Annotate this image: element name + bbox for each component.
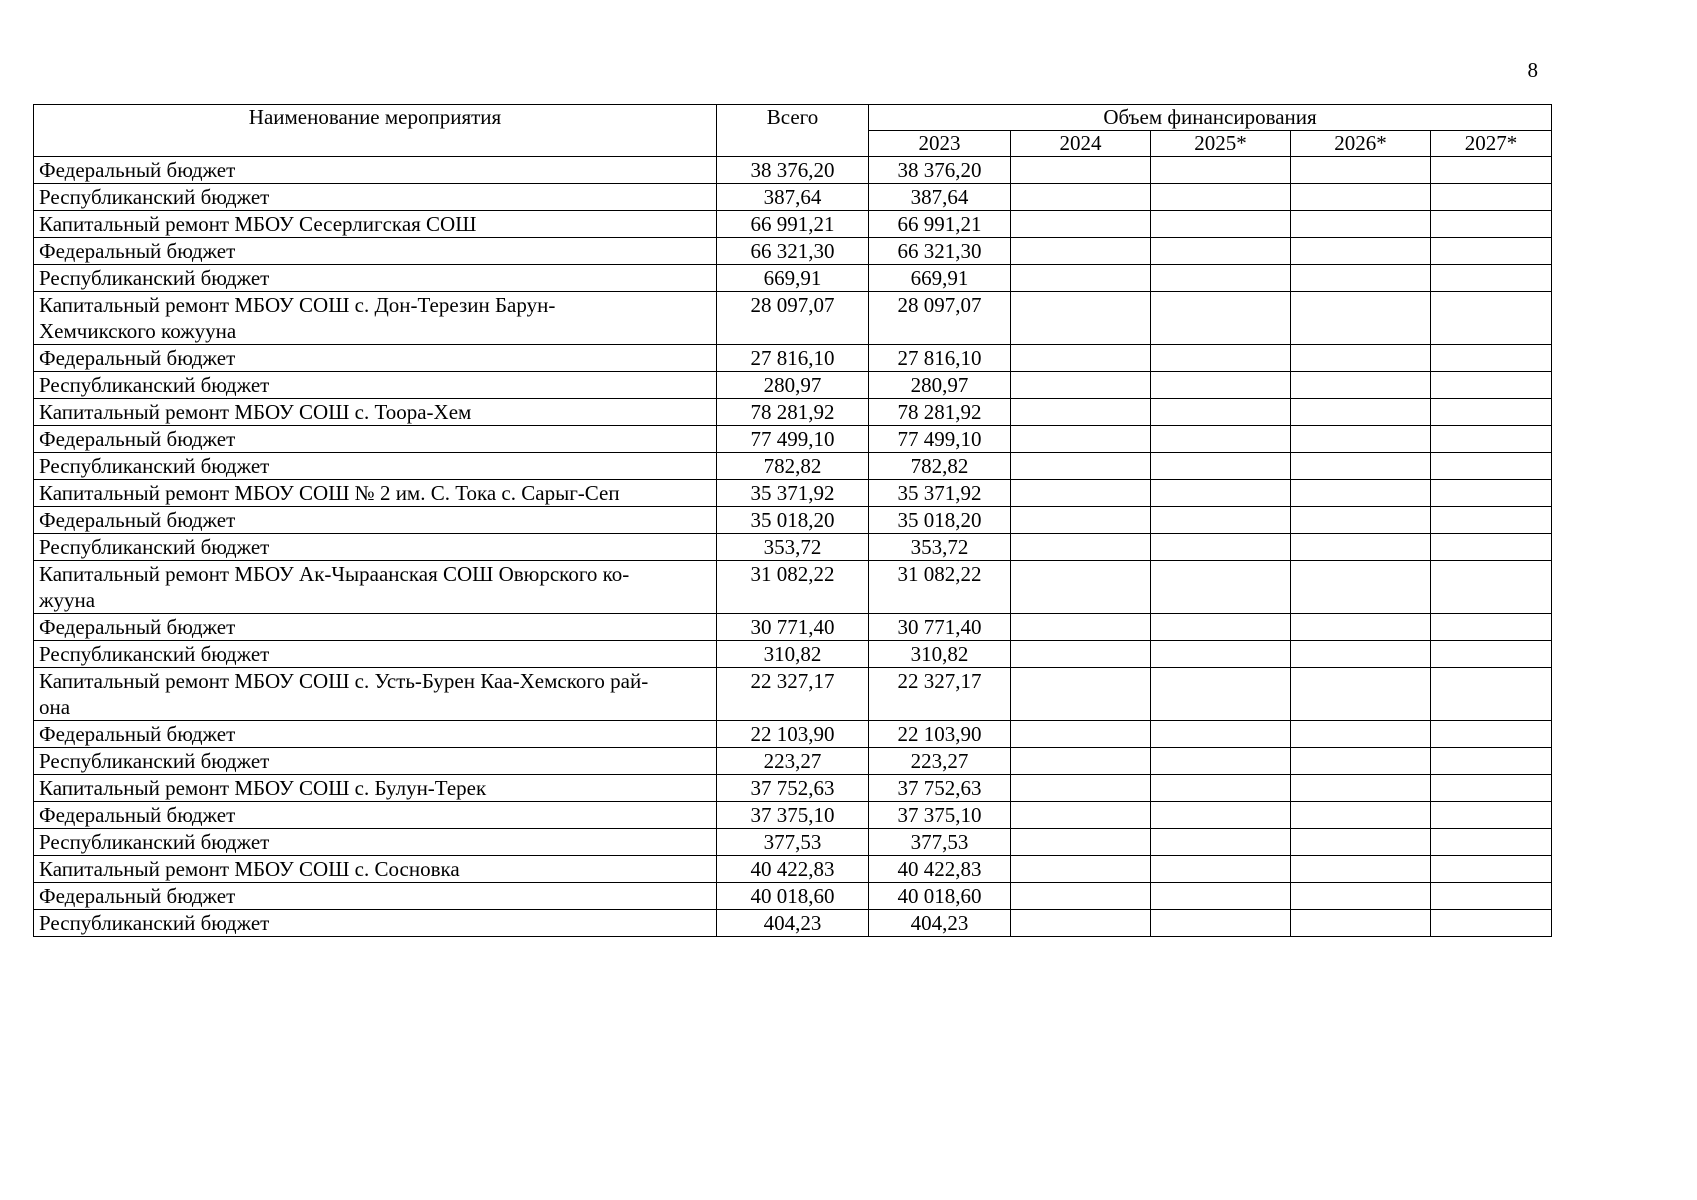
row-total: 40 018,60 bbox=[717, 883, 869, 910]
row-total: 28 097,07 bbox=[717, 292, 869, 345]
row-name-cell bbox=[34, 426, 717, 453]
row-value-2023: 30 771,40 bbox=[869, 614, 1011, 641]
row-total: 387,64 bbox=[717, 184, 869, 211]
table-row bbox=[34, 721, 1552, 748]
row-total: 66 321,30 bbox=[717, 238, 869, 265]
row-value-2023: 31 082,22 bbox=[869, 561, 1011, 614]
row-total: 27 816,10 bbox=[717, 345, 869, 372]
row-name-cell bbox=[34, 802, 717, 829]
row-total: 38 376,20 bbox=[717, 157, 869, 184]
table-row bbox=[34, 829, 1552, 856]
table-row bbox=[34, 775, 1552, 802]
row-value-2023: 387,64 bbox=[869, 184, 1011, 211]
row-value-2024 bbox=[1011, 399, 1151, 426]
row-value-2023: 28 097,07 bbox=[869, 292, 1011, 345]
row-value-2027 bbox=[1431, 507, 1552, 534]
row-name: Капитальный ремонт МБОУ СОШ с. Булун-Терек bbox=[39, 776, 487, 800]
row-value-2024 bbox=[1011, 561, 1151, 614]
row-value-2025 bbox=[1151, 507, 1291, 534]
row-value-2023: 404,23 bbox=[869, 910, 1011, 937]
row-value-2024 bbox=[1011, 775, 1151, 802]
row-value-2025 bbox=[1151, 184, 1291, 211]
row-name: Республиканский бюджет bbox=[39, 830, 270, 854]
table-row bbox=[34, 802, 1552, 829]
table-row bbox=[34, 372, 1552, 399]
row-value-2027 bbox=[1431, 614, 1552, 641]
row-value-2023: 353,72 bbox=[869, 534, 1011, 561]
row-total: 669,91 bbox=[717, 265, 869, 292]
row-value-2023: 22 103,90 bbox=[869, 721, 1011, 748]
row-name-cell bbox=[34, 614, 717, 641]
row-name: Республиканский бюджет bbox=[39, 185, 270, 209]
row-value-2025 bbox=[1151, 211, 1291, 238]
table-row bbox=[34, 426, 1552, 453]
row-value-2027 bbox=[1431, 372, 1552, 399]
table-row bbox=[34, 561, 1552, 614]
row-value-2025 bbox=[1151, 802, 1291, 829]
row-value-2025 bbox=[1151, 721, 1291, 748]
header-year-2024: 2024 bbox=[1011, 131, 1151, 157]
row-name-cell bbox=[34, 561, 717, 614]
row-value-2023: 77 499,10 bbox=[869, 426, 1011, 453]
row-name-cell bbox=[34, 265, 717, 292]
row-name-cell bbox=[34, 668, 717, 721]
row-value-2024 bbox=[1011, 265, 1151, 292]
table-row bbox=[34, 614, 1552, 641]
row-total: 377,53 bbox=[717, 829, 869, 856]
row-value-2025 bbox=[1151, 265, 1291, 292]
row-value-2023: 66 991,21 bbox=[869, 211, 1011, 238]
row-value-2023: 27 816,10 bbox=[869, 345, 1011, 372]
row-value-2027 bbox=[1431, 641, 1552, 668]
row-value-2027 bbox=[1431, 480, 1552, 507]
row-value-2023: 310,82 bbox=[869, 641, 1011, 668]
row-value-2025 bbox=[1151, 910, 1291, 937]
row-total: 22 103,90 bbox=[717, 721, 869, 748]
row-value-2023: 40 422,83 bbox=[869, 856, 1011, 883]
row-value-2027 bbox=[1431, 345, 1552, 372]
row-name: Федеральный бюджет bbox=[39, 615, 236, 639]
row-value-2024 bbox=[1011, 426, 1151, 453]
row-value-2026 bbox=[1291, 829, 1431, 856]
row-value-2024 bbox=[1011, 453, 1151, 480]
row-value-2025 bbox=[1151, 480, 1291, 507]
row-value-2025 bbox=[1151, 883, 1291, 910]
header-year-2025: 2025* bbox=[1151, 131, 1291, 157]
row-name: Капитальный ремонт МБОУ Сесерлигская СОШ bbox=[39, 212, 477, 236]
row-name: Федеральный бюджет bbox=[39, 884, 236, 908]
row-value-2023: 782,82 bbox=[869, 453, 1011, 480]
row-value-2024 bbox=[1011, 721, 1151, 748]
row-value-2025 bbox=[1151, 829, 1291, 856]
row-value-2027 bbox=[1431, 211, 1552, 238]
row-value-2026 bbox=[1291, 883, 1431, 910]
funding-table bbox=[33, 104, 1552, 937]
row-value-2026 bbox=[1291, 561, 1431, 614]
row-total: 40 422,83 bbox=[717, 856, 869, 883]
row-value-2026 bbox=[1291, 265, 1431, 292]
row-name-cell bbox=[34, 345, 717, 372]
row-value-2026 bbox=[1291, 372, 1431, 399]
row-value-2026 bbox=[1291, 480, 1431, 507]
row-value-2026 bbox=[1291, 426, 1431, 453]
row-name-cell bbox=[34, 507, 717, 534]
row-name-cell bbox=[34, 641, 717, 668]
table-row bbox=[34, 883, 1552, 910]
table-row bbox=[34, 265, 1552, 292]
row-value-2024 bbox=[1011, 534, 1151, 561]
row-value-2026 bbox=[1291, 211, 1431, 238]
row-value-2025 bbox=[1151, 561, 1291, 614]
row-name: Республиканский бюджет bbox=[39, 911, 270, 935]
row-value-2026 bbox=[1291, 157, 1431, 184]
row-total: 782,82 bbox=[717, 453, 869, 480]
table-row bbox=[34, 480, 1552, 507]
row-name: Федеральный бюджет bbox=[39, 346, 236, 370]
row-value-2027 bbox=[1431, 883, 1552, 910]
row-value-2023: 78 281,92 bbox=[869, 399, 1011, 426]
row-total: 37 752,63 bbox=[717, 775, 869, 802]
row-value-2027 bbox=[1431, 721, 1552, 748]
table-row bbox=[34, 534, 1552, 561]
row-value-2027 bbox=[1431, 561, 1552, 614]
row-value-2027 bbox=[1431, 265, 1552, 292]
row-value-2026 bbox=[1291, 721, 1431, 748]
row-value-2025 bbox=[1151, 292, 1291, 345]
row-total: 22 327,17 bbox=[717, 668, 869, 721]
row-name: Республиканский бюджет bbox=[39, 373, 270, 397]
header-funding: Объем финансирования bbox=[869, 105, 1552, 131]
row-value-2025 bbox=[1151, 856, 1291, 883]
row-name: Федеральный бюджет bbox=[39, 803, 236, 827]
row-value-2026 bbox=[1291, 614, 1431, 641]
row-value-2024 bbox=[1011, 372, 1151, 399]
row-name-cell bbox=[34, 238, 717, 265]
row-name: Капитальный ремонт МБОУ СОШ № 2 им. С. Тока с. Сарыг-Сеп bbox=[39, 481, 620, 505]
row-value-2027 bbox=[1431, 802, 1552, 829]
row-name: Федеральный бюджет bbox=[39, 239, 236, 263]
row-total: 353,72 bbox=[717, 534, 869, 561]
row-value-2026 bbox=[1291, 802, 1431, 829]
row-name-continued: жууна bbox=[39, 588, 96, 612]
table-row bbox=[34, 184, 1552, 211]
row-value-2023: 223,27 bbox=[869, 748, 1011, 775]
row-value-2027 bbox=[1431, 668, 1552, 721]
row-name: Республиканский бюджет bbox=[39, 642, 270, 666]
row-value-2024 bbox=[1011, 211, 1151, 238]
table-row bbox=[34, 345, 1552, 372]
row-name-cell bbox=[34, 399, 717, 426]
row-value-2024 bbox=[1011, 883, 1151, 910]
row-name-cell bbox=[34, 829, 717, 856]
row-total: 280,97 bbox=[717, 372, 869, 399]
row-value-2023: 22 327,17 bbox=[869, 668, 1011, 721]
row-value-2026 bbox=[1291, 910, 1431, 937]
row-value-2024 bbox=[1011, 802, 1151, 829]
row-name: Федеральный бюджет bbox=[39, 158, 236, 182]
row-value-2024 bbox=[1011, 480, 1151, 507]
row-value-2025 bbox=[1151, 238, 1291, 265]
row-name: Республиканский бюджет bbox=[39, 454, 270, 478]
table-row bbox=[34, 453, 1552, 480]
row-name: Федеральный бюджет bbox=[39, 722, 236, 746]
row-value-2024 bbox=[1011, 668, 1151, 721]
row-name-cell bbox=[34, 480, 717, 507]
row-value-2025 bbox=[1151, 641, 1291, 668]
row-value-2025 bbox=[1151, 426, 1291, 453]
row-value-2023: 66 321,30 bbox=[869, 238, 1011, 265]
row-value-2024 bbox=[1011, 910, 1151, 937]
row-name-cell bbox=[34, 748, 717, 775]
row-value-2024 bbox=[1011, 829, 1151, 856]
row-total: 35 371,92 bbox=[717, 480, 869, 507]
row-value-2026 bbox=[1291, 184, 1431, 211]
row-value-2027 bbox=[1431, 399, 1552, 426]
row-value-2027 bbox=[1431, 184, 1552, 211]
row-name-cell bbox=[34, 910, 717, 937]
row-total: 77 499,10 bbox=[717, 426, 869, 453]
row-value-2027 bbox=[1431, 292, 1552, 345]
table-row bbox=[34, 856, 1552, 883]
row-value-2024 bbox=[1011, 748, 1151, 775]
row-value-2027 bbox=[1431, 238, 1552, 265]
page-number: 8 bbox=[1527, 58, 1538, 82]
row-name: Республиканский бюджет bbox=[39, 535, 270, 559]
table-row bbox=[34, 910, 1552, 937]
row-value-2023: 40 018,60 bbox=[869, 883, 1011, 910]
row-value-2023: 280,97 bbox=[869, 372, 1011, 399]
row-value-2027 bbox=[1431, 453, 1552, 480]
row-value-2023: 669,91 bbox=[869, 265, 1011, 292]
row-name-cell bbox=[34, 372, 717, 399]
row-value-2023: 37 752,63 bbox=[869, 775, 1011, 802]
table-row bbox=[34, 399, 1552, 426]
row-value-2026 bbox=[1291, 641, 1431, 668]
row-name-continued: Хемчикского кожууна bbox=[39, 319, 237, 343]
row-value-2027 bbox=[1431, 775, 1552, 802]
row-total: 66 991,21 bbox=[717, 211, 869, 238]
table-row bbox=[34, 292, 1552, 345]
row-value-2024 bbox=[1011, 238, 1151, 265]
row-name-cell bbox=[34, 534, 717, 561]
row-name-cell bbox=[34, 211, 717, 238]
row-value-2023: 35 018,20 bbox=[869, 507, 1011, 534]
header-year-2023: 2023 bbox=[869, 131, 1011, 157]
row-value-2027 bbox=[1431, 829, 1552, 856]
row-value-2027 bbox=[1431, 426, 1552, 453]
table-row bbox=[34, 211, 1552, 238]
row-value-2024 bbox=[1011, 292, 1151, 345]
row-total: 404,23 bbox=[717, 910, 869, 937]
row-name: Капитальный ремонт МБОУ СОШ с. Сосновка bbox=[39, 857, 460, 881]
row-name: Капитальный ремонт МБОУ СОШ с. Усть-Бурен Каа-Хемского рай- bbox=[39, 669, 649, 693]
row-name-continued: она bbox=[39, 695, 71, 719]
row-name-cell bbox=[34, 883, 717, 910]
header-year-2027: 2027* bbox=[1431, 131, 1552, 157]
row-name-cell bbox=[34, 721, 717, 748]
row-name-cell bbox=[34, 453, 717, 480]
row-value-2027 bbox=[1431, 910, 1552, 937]
row-value-2026 bbox=[1291, 345, 1431, 372]
row-value-2025 bbox=[1151, 453, 1291, 480]
row-value-2023: 38 376,20 bbox=[869, 157, 1011, 184]
table-row bbox=[34, 668, 1552, 721]
row-value-2025 bbox=[1151, 399, 1291, 426]
row-value-2027 bbox=[1431, 748, 1552, 775]
row-value-2026 bbox=[1291, 399, 1431, 426]
row-name: Республиканский бюджет bbox=[39, 266, 270, 290]
row-total: 31 082,22 bbox=[717, 561, 869, 614]
header-year-2026: 2026* bbox=[1291, 131, 1431, 157]
row-value-2027 bbox=[1431, 157, 1552, 184]
row-name-cell bbox=[34, 157, 717, 184]
row-name: Республиканский бюджет bbox=[39, 749, 270, 773]
row-value-2024 bbox=[1011, 856, 1151, 883]
row-total: 35 018,20 bbox=[717, 507, 869, 534]
row-total: 223,27 bbox=[717, 748, 869, 775]
table-row bbox=[34, 507, 1552, 534]
row-value-2024 bbox=[1011, 507, 1151, 534]
table-row bbox=[34, 641, 1552, 668]
row-value-2026 bbox=[1291, 453, 1431, 480]
row-value-2025 bbox=[1151, 614, 1291, 641]
row-value-2026 bbox=[1291, 748, 1431, 775]
row-value-2023: 37 375,10 bbox=[869, 802, 1011, 829]
row-value-2025 bbox=[1151, 372, 1291, 399]
row-value-2024 bbox=[1011, 641, 1151, 668]
row-value-2025 bbox=[1151, 775, 1291, 802]
row-name-cell bbox=[34, 184, 717, 211]
row-value-2024 bbox=[1011, 184, 1151, 211]
row-value-2024 bbox=[1011, 345, 1151, 372]
table-body bbox=[34, 157, 1552, 937]
table-header bbox=[34, 105, 1552, 157]
row-name-cell bbox=[34, 856, 717, 883]
row-name-cell bbox=[34, 292, 717, 345]
row-value-2026 bbox=[1291, 856, 1431, 883]
header-name: Наименование мероприятия bbox=[34, 105, 717, 157]
row-value-2023: 35 371,92 bbox=[869, 480, 1011, 507]
table-row bbox=[34, 748, 1552, 775]
row-value-2026 bbox=[1291, 238, 1431, 265]
row-name: Федеральный бюджет bbox=[39, 427, 236, 451]
row-name: Капитальный ремонт МБОУ СОШ с. Тоора-Хем bbox=[39, 400, 472, 424]
row-value-2025 bbox=[1151, 668, 1291, 721]
table-row bbox=[34, 157, 1552, 184]
row-total: 78 281,92 bbox=[717, 399, 869, 426]
row-total: 30 771,40 bbox=[717, 614, 869, 641]
row-value-2025 bbox=[1151, 534, 1291, 561]
row-value-2026 bbox=[1291, 292, 1431, 345]
row-value-2027 bbox=[1431, 534, 1552, 561]
row-value-2026 bbox=[1291, 668, 1431, 721]
row-value-2025 bbox=[1151, 345, 1291, 372]
row-value-2027 bbox=[1431, 856, 1552, 883]
row-total: 310,82 bbox=[717, 641, 869, 668]
row-name-cell bbox=[34, 775, 717, 802]
row-value-2024 bbox=[1011, 157, 1151, 184]
row-name: Федеральный бюджет bbox=[39, 508, 236, 532]
row-value-2026 bbox=[1291, 775, 1431, 802]
table-row bbox=[34, 238, 1552, 265]
row-total: 37 375,10 bbox=[717, 802, 869, 829]
row-value-2025 bbox=[1151, 157, 1291, 184]
row-name: Капитальный ремонт МБОУ Ак-Чыраанская СОШ Овюрского ко- bbox=[39, 562, 630, 586]
row-name: Капитальный ремонт МБОУ СОШ с. Дон-Терезин Барун- bbox=[39, 293, 556, 317]
header-total: Всего bbox=[717, 105, 869, 157]
row-value-2025 bbox=[1151, 748, 1291, 775]
row-value-2024 bbox=[1011, 614, 1151, 641]
row-value-2023: 377,53 bbox=[869, 829, 1011, 856]
row-value-2026 bbox=[1291, 534, 1431, 561]
row-value-2026 bbox=[1291, 507, 1431, 534]
